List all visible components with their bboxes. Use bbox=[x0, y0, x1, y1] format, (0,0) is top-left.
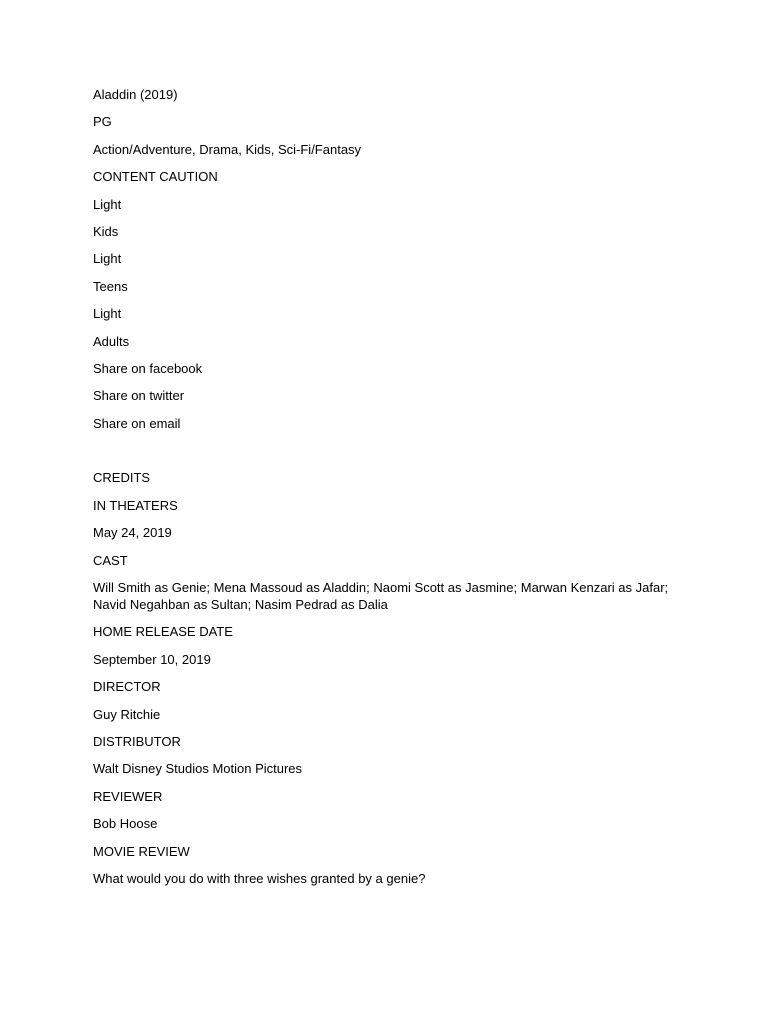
share-email-link[interactable]: Share on email bbox=[93, 415, 181, 431]
adults-caution-label: Adults bbox=[93, 333, 130, 349]
share-twitter-link[interactable]: Share on twitter bbox=[93, 388, 185, 404]
reviewer-value: Bob Hoose bbox=[93, 816, 158, 832]
home-release-value: September 10, 2019 bbox=[93, 651, 211, 667]
movie-rating: PG bbox=[93, 114, 112, 130]
home-release-label: HOME RELEASE DATE bbox=[93, 624, 233, 640]
share-facebook-link[interactable]: Share on facebook bbox=[93, 360, 203, 376]
director-value: Guy Ritchie bbox=[93, 706, 161, 722]
movie-review-heading: MOVIE REVIEW bbox=[93, 843, 190, 859]
distributor-value: Walt Disney Studios Motion Pictures bbox=[93, 761, 303, 777]
document-page bbox=[93, 86, 683, 897]
cast-label: CAST bbox=[93, 552, 128, 568]
kids-caution-label: Kids bbox=[93, 223, 119, 239]
director-label: DIRECTOR bbox=[93, 679, 161, 695]
movie-title: Aladdin (2019) bbox=[93, 87, 178, 102]
teens-caution-label: Teens bbox=[93, 278, 128, 294]
reviewer-label: REVIEWER bbox=[93, 788, 163, 804]
teens-caution-level: Light bbox=[93, 251, 122, 267]
movie-genres: Action/Adventure, Drama, Kids, Sci-Fi/Fantasy bbox=[93, 141, 362, 157]
kids-caution-level: Light bbox=[93, 196, 122, 212]
adults-caution-level: Light bbox=[93, 306, 122, 322]
content-caution-heading: CONTENT CAUTION bbox=[93, 169, 218, 185]
in-theaters-value: May 24, 2019 bbox=[93, 525, 172, 541]
distributor-label: DISTRIBUTOR bbox=[93, 733, 181, 749]
in-theaters-label: IN THEATERS bbox=[93, 497, 178, 513]
blank-line bbox=[93, 442, 683, 459]
cast-value: Will Smith as Genie; Mena Massoud as Aladdin; Naomi Scott as Jasmine; Marwan Kenzari as Jafar; Navid Negahban as Sultan; Nasim Pedrad as Dalia bbox=[93, 580, 669, 613]
credits-heading: CREDITS bbox=[93, 470, 151, 486]
movie-review-intro: What would you do with three wishes granted by a genie? bbox=[93, 870, 426, 886]
